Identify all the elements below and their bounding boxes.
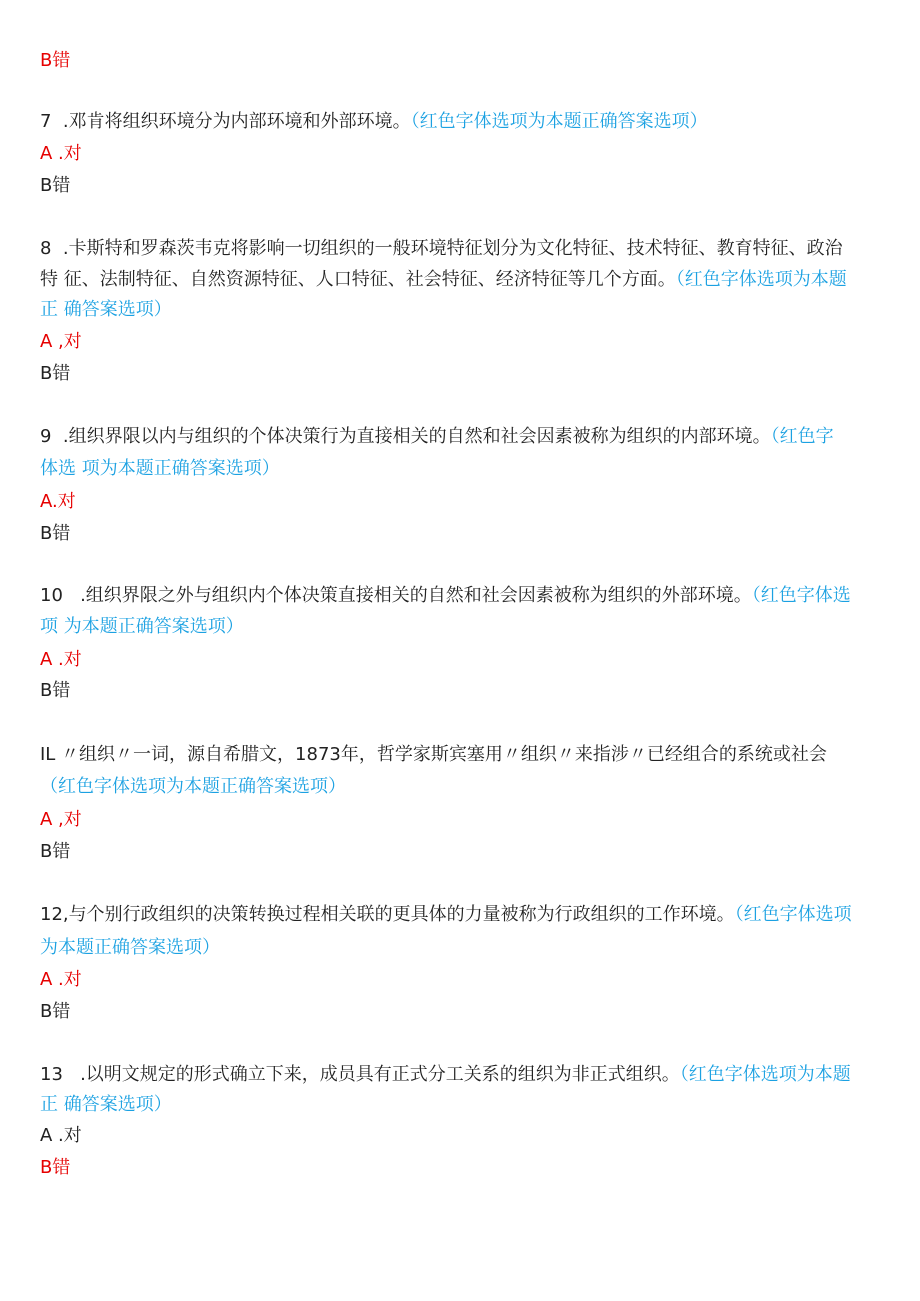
- question-8-hint-line-2: 正 确答案选项）: [40, 299, 172, 320]
- question-10-text-line-1: [40, 580, 885, 611]
- question-13-option-b: B错: [40, 1157, 71, 1178]
- question-12-option-a: A .对: [40, 969, 82, 990]
- question-12-option-b: B错: [40, 1001, 71, 1022]
- question-9-text-line-1: [40, 421, 885, 452]
- question-9-option-a: A.对: [40, 491, 76, 512]
- question-10-option-a: A .对: [40, 649, 82, 670]
- question-text: 13 .以明文规定的形式确立下来，成员具有正式分工关系的组织为非正式组织。: [40, 1064, 680, 1085]
- question-text: 12,与个别行政组织的决策转换过程相关联的更具体的力量被称为行政组织的工作环境。: [40, 904, 735, 925]
- question-11-text-line-1: IL 〃组织〃一词，源自希腊文，1873年，哲学家斯宾塞用〃组织〃来指涉〃已经组合的系统或社会: [40, 744, 827, 765]
- question-7-text-line-1: [40, 106, 885, 137]
- question-13-text-line-1: [40, 1059, 885, 1090]
- answer-hint: （红色字体选项为本题: [679, 1064, 851, 1085]
- question-13-hint-line-2: 正 确答案选项）: [40, 1094, 172, 1115]
- question-9-option-b: B错: [40, 523, 71, 544]
- option-b-top: B错: [40, 50, 71, 71]
- question-11-hint-line-2: （红色字体选项为本题正确答案选项）: [40, 776, 346, 797]
- question-11-option-a: A ,对: [40, 809, 82, 830]
- answer-hint: （红色字: [770, 426, 834, 447]
- question-8-option-b: B错: [40, 363, 71, 384]
- question-13-option-a: A .对: [40, 1125, 82, 1146]
- question-7-option-a: A .对: [40, 143, 82, 164]
- answer-hint: （红色字体选项为本题: [675, 269, 847, 290]
- answer-hint: （红色字体选项为本题正确答案选项）: [410, 111, 708, 132]
- question-11-option-b: B错: [40, 841, 71, 862]
- question-text: 10 .组织界限之外与组织内个体决策直接相关的自然和社会因素被称为组织的外部环境。: [40, 585, 752, 606]
- question-12-text-line-1: [40, 899, 885, 930]
- question-8-option-a: A ,对: [40, 331, 82, 352]
- question-8-text-line-2: [40, 264, 885, 295]
- question-9-hint-line-2: 体选 项为本题正确答案选项）: [40, 458, 280, 479]
- question-7-option-b: B错: [40, 175, 71, 196]
- question-12-hint-line-2: 为本题正确答案选项）: [40, 937, 220, 958]
- question-text: 9 .组织界限以内与组织的个体决策行为直接相关的自然和社会因素被称为组织的内部环境。: [40, 426, 771, 447]
- question-text: 7 .邓肯将组织环境分为内部环境和外部环境。: [40, 111, 411, 132]
- answer-hint: （红色字体选: [751, 585, 851, 606]
- answer-hint: （红色字体选项: [734, 904, 852, 925]
- question-8-text-line-1: 8 .卡斯特和罗森茨韦克将影响一切组织的一般环境特征划分为文化特征、技术特征、教育特征、政治: [40, 238, 843, 259]
- question-10-hint-line-2: 项 为本题正确答案选项）: [40, 616, 244, 637]
- question-10-option-b: B错: [40, 680, 71, 701]
- question-text: 特 征、法制特征、自然资源特征、人口特征、社会特征、经济特征等几个方面。: [40, 269, 676, 290]
